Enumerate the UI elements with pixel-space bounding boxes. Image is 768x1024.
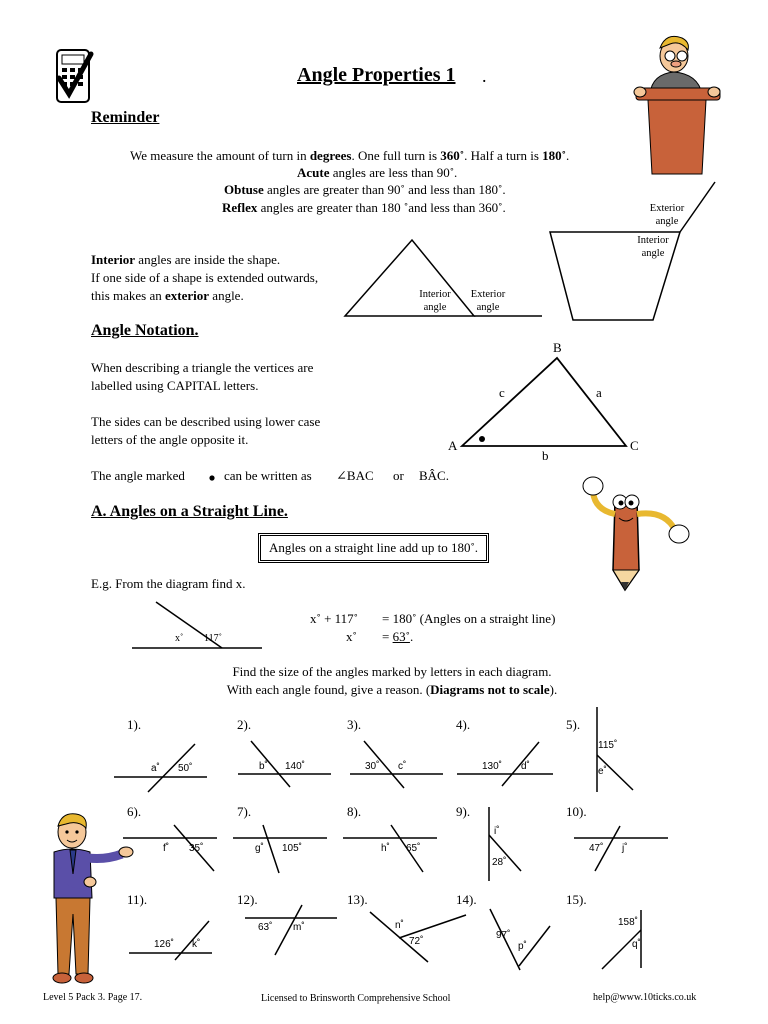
diagram-q1: [114, 744, 207, 792]
question-number: 10).: [566, 804, 587, 819]
side-b: b: [542, 448, 549, 463]
notation-sides-text: The sides can be described using lower case letters of the angle opposite it.: [91, 414, 321, 447]
triangle-exterior-label: Exterior angle: [470, 289, 506, 313]
q5-label-e: e˚: [598, 766, 607, 777]
question-number: 4).: [456, 717, 471, 732]
eq2-right: = 63˚.: [382, 629, 414, 644]
q11-label-k: k˚: [192, 939, 201, 950]
question-number: 14).: [456, 892, 477, 907]
q8-label-h: h˚: [381, 843, 390, 854]
question-number: 11).: [127, 892, 148, 907]
instruction-line-1: Find the size of the angles marked by letters in each diagram.: [232, 664, 552, 679]
reminder-line-obtuse: Obtuse angles are greater than 90˚ and less than 180˚.: [224, 182, 506, 197]
diagram-q9: [489, 807, 521, 881]
footer-page: Level 5 Pack 3. Page 17.: [43, 992, 143, 1003]
quad-exterior-label: Exterior angle: [649, 203, 685, 227]
question-number: 5).: [566, 717, 581, 732]
q11-label-126: 126˚: [154, 939, 175, 950]
q14-label-97: 97˚: [496, 930, 511, 941]
page-title: Angle Properties 1: [297, 64, 456, 86]
question-number: 1).: [127, 717, 142, 732]
eq1-right: = 180˚ (Angles on a straight line): [382, 611, 556, 626]
notation-written-as: can be written as: [224, 468, 312, 483]
footer-licence: Licensed to Brinsworth Comprehensive School: [261, 993, 451, 1004]
notation-form-hat: BÂC.: [419, 468, 449, 483]
eq1-left: x˚ + 117˚: [310, 611, 359, 626]
question-number: 3).: [347, 717, 362, 732]
q4-label-130: 130˚: [482, 761, 503, 772]
question-number: 6).: [127, 804, 142, 819]
q7-label-g: g˚: [255, 843, 264, 854]
example-text: E.g. From the diagram find x.: [91, 576, 246, 591]
notation-vertices-text: When describing a triangle the vertices are labelled using CAPITAL letters.: [91, 360, 314, 393]
q15-label-158: 158˚: [618, 917, 639, 928]
vertex-B: B: [553, 340, 562, 355]
q1-label-a: a˚: [151, 763, 160, 774]
question-number: 2).: [237, 717, 252, 732]
student-pointing-illustration: [42, 810, 138, 990]
q2-label-140: 140˚: [285, 761, 306, 772]
vertex-C: C: [630, 438, 639, 453]
q3-label-30: 30˚: [365, 761, 380, 772]
q5-label-115: 115˚: [598, 740, 618, 751]
diagram-q3: [350, 741, 443, 788]
side-a: a: [596, 385, 602, 400]
notation-heading: Angle Notation.: [91, 322, 199, 339]
q15-label-q: q˚: [632, 939, 641, 950]
question-number: 13).: [347, 892, 368, 907]
side-c: c: [499, 385, 505, 400]
q6-label-f: f˚: [163, 843, 170, 854]
q12-label-63: 63˚: [258, 922, 273, 933]
example-x-label: x˚: [175, 633, 184, 644]
reminder-line-degrees: We measure the amount of turn in degrees. One full turn is 360˚. Half a turn is 180˚.: [130, 148, 570, 163]
vertex-A: A: [448, 438, 458, 453]
q10-label-47: 47˚: [589, 843, 604, 854]
instruction-line-2: With each angle found, give a reason. (Diagrams not to scale).: [226, 682, 558, 697]
notation-marked-text: The angle marked: [91, 468, 185, 483]
q7-label-105: 105˚: [282, 843, 303, 854]
q12-label-m: m˚: [293, 922, 305, 933]
q13-label-n: n˚: [395, 920, 404, 931]
question-number: 7).: [237, 804, 252, 819]
question-number: 8).: [347, 804, 362, 819]
q8-label-65: 65˚: [406, 843, 421, 854]
q6-label-35: 35˚: [189, 843, 204, 854]
q14-label-p: p˚: [518, 941, 527, 952]
q9-label-28: 28˚: [492, 857, 507, 868]
notation-or: or: [393, 468, 404, 483]
example-117-label: 117˚: [204, 633, 222, 644]
footer-email: help@www.10ticks.co.uk: [593, 992, 697, 1003]
q3-label-c: c˚: [398, 761, 407, 772]
question-number: 9).: [456, 804, 471, 819]
diagram-q4: [457, 742, 553, 786]
diagram-q8: [343, 825, 437, 872]
q1-label-50: 50˚: [178, 763, 193, 774]
q4-label-d: d˚: [521, 761, 530, 772]
diagram-q7: [233, 825, 327, 873]
quad-interior-label: Interior angle: [637, 235, 669, 259]
q10-label-j: j˚: [622, 843, 628, 854]
reminder-line-acute: Acute angles are less than 90˚.: [297, 165, 458, 180]
q2-label-b: b˚: [259, 761, 268, 772]
triangle-interior-label: Interior angle: [419, 289, 451, 313]
reminder-line-reflex: Reflex angles are greater than 180 ˚and less than 360˚.: [222, 200, 506, 215]
question-number: 12).: [237, 892, 258, 907]
reminder-heading: Reminder: [91, 109, 160, 126]
title-dot: .: [482, 66, 487, 86]
reminder-interior-text: Interior angles are inside the shape. If one side of a shape is extended outwards, this makes an exterior angle.: [91, 252, 319, 303]
q13-label-72: 72˚: [409, 936, 424, 947]
question-number: 15).: [566, 892, 587, 907]
q9-label-i: i˚: [494, 826, 500, 837]
section-a-heading: A. Angles on a Straight Line.: [91, 503, 288, 520]
eq2-left: x˚: [346, 629, 357, 644]
notation-form-angle: ∠BAC: [336, 468, 374, 483]
rule-box: Angles on a straight line add up to 180˚.: [258, 533, 489, 563]
